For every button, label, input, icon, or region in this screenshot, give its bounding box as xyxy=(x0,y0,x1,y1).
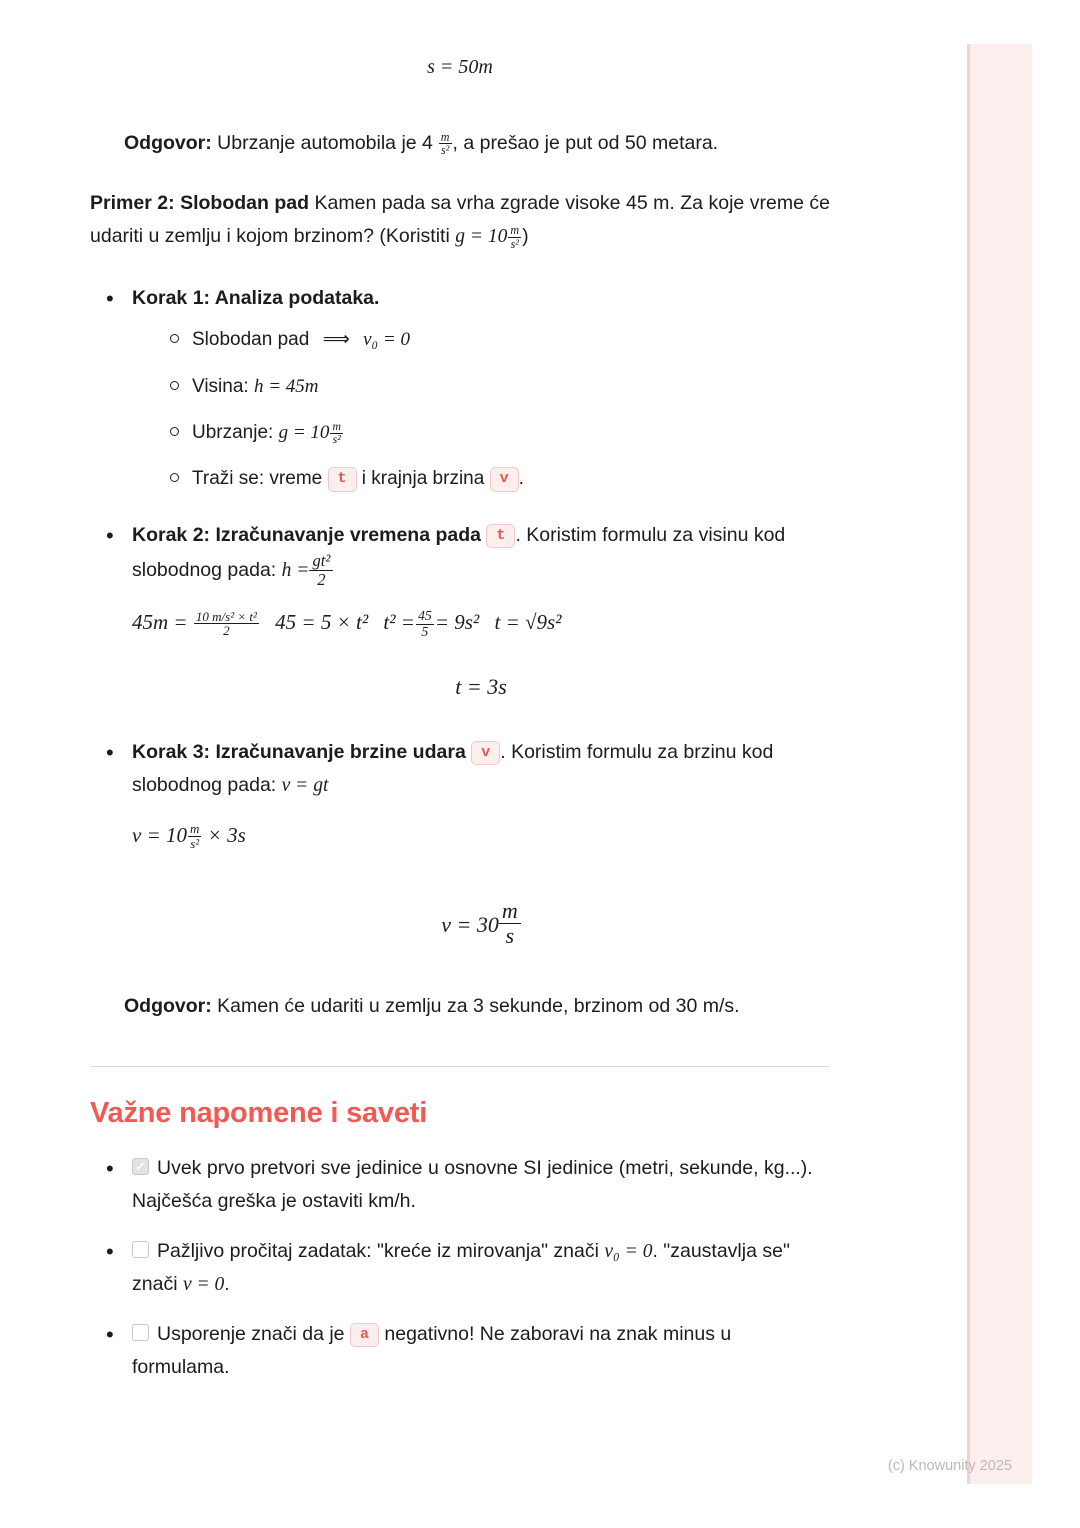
note-item-2-math-a: v₀ = 0 xyxy=(604,1240,653,1262)
step-1-sublist xyxy=(132,325,830,495)
step-3-calc-lhs: v = 10 xyxy=(132,822,187,847)
answer-1-text-before: Ubrzanje automobila je 4 xyxy=(217,132,433,154)
page-margin-bar xyxy=(970,44,1032,1484)
step-1-item-unknowns xyxy=(162,464,830,494)
answer-1-label: Odgovor: xyxy=(124,132,212,154)
note-item-3-text-a: Usporenje znači da je xyxy=(157,1322,345,1345)
step-1-item-freefall-math: v₀ = 0 xyxy=(363,329,410,351)
note-item-2 xyxy=(98,1235,830,1302)
derivation-part3-tail: = 9s² xyxy=(434,609,480,634)
step-2-derivation xyxy=(132,604,830,640)
answer-2-text: Kamen će udariti u zemlju za 3 sekunde, brzinom od 30 m/s. xyxy=(217,995,740,1018)
answer-2 xyxy=(90,990,830,1024)
step-1-item-accel xyxy=(162,418,830,448)
checkbox-checked[interactable] xyxy=(132,1158,149,1175)
example-2-close: ) xyxy=(522,225,529,248)
steps-list xyxy=(90,282,830,949)
derivation-part2: 45 = 5 × t² xyxy=(275,609,369,634)
equation-displacement: s = 50m xyxy=(427,56,493,78)
note-item-3 xyxy=(98,1318,830,1385)
step-1-item-accel-math: g = 10 xyxy=(278,421,330,443)
chip-a[interactable]: a xyxy=(350,1323,379,1348)
step-3 xyxy=(98,736,830,949)
step-1-item-height-math: h = 45m xyxy=(253,375,319,397)
step-2-formula-h: h = xyxy=(281,560,310,582)
step-1-item-freefall-text: Slobodan pad xyxy=(192,329,310,351)
note-item-2-text-b: . "zaustavlja se" znači xyxy=(132,1239,790,1296)
step-2-text: . Koristim formulu za visinu kod slobodnog pada: xyxy=(132,523,786,582)
note-item-3-text-b: negativno! Ne zaboravi na znak minus u formulama. xyxy=(132,1322,732,1379)
step-3-calc-unit: $\frac{m}{\text{s²}}$ xyxy=(190,820,200,851)
chip-t-1[interactable]: t xyxy=(328,467,357,492)
step-3-result-unit: $\frac{m}{s}$ xyxy=(499,899,521,948)
step-1-item-height xyxy=(162,372,830,402)
example-2-label: Primer 2: Slobodan pad xyxy=(90,191,310,214)
derivation-part3: t² = xyxy=(383,609,415,634)
derivation-part4: t = √9s² xyxy=(494,609,562,634)
note-item-2-text-c: . xyxy=(224,1273,230,1296)
example-2-paragraph xyxy=(90,187,830,254)
document-content xyxy=(90,0,830,1401)
chip-t-2[interactable]: t xyxy=(486,524,515,549)
answer-1 xyxy=(90,127,830,161)
notes-section-title: Važne napomene i saveti xyxy=(90,1096,428,1129)
step-3-result-lhs: v = 30 xyxy=(441,911,499,937)
step-1 xyxy=(98,282,830,495)
step-3-text: . Koristim formulu za brzinu kod slobodnog pada: xyxy=(132,740,774,797)
answer-1-text-after: , a prešao je put od 50 metara. xyxy=(452,132,719,154)
step-1-unknowns-text: Traži se: vreme xyxy=(192,468,323,490)
copyright-footer: (c) Knowunity 2025 xyxy=(887,1458,1012,1474)
note-item-1 xyxy=(98,1152,830,1219)
example-2-g-value: g = 10 xyxy=(455,226,508,248)
checkbox-unchecked-1[interactable] xyxy=(132,1241,149,1258)
step-2-formula-fraction: $\frac{\text{gt²}}{2}$ xyxy=(309,552,333,589)
step-1-title: Korak 1: Analiza podataka. xyxy=(132,286,380,309)
step-3-formula-v: v = gt xyxy=(281,775,329,797)
note-item-1-text: Uvek prvo pretvori sve jedinice u osnovne SI jedinice (metri, sekunde, kg...). Najčešća greška je ostaviti km/h. xyxy=(132,1156,813,1213)
step-1-unknowns-end: . xyxy=(518,468,524,490)
derivation-fraction-2: $\frac{45}{5}$ xyxy=(417,608,432,639)
answer-2-label: Odgovor: xyxy=(124,995,212,1018)
step-1-item-accel-text: Ubrzanje: xyxy=(192,421,274,443)
step-2-title: Korak 2: Izračunavanje vremena pada xyxy=(132,523,481,546)
section-divider xyxy=(90,1066,830,1067)
step-3-title: Korak 3: Izračunavanje brzine udara xyxy=(132,740,466,763)
step-2-result: t = 3s xyxy=(455,673,507,699)
derivation-lhs: 45m = xyxy=(132,609,188,634)
step-3-calc-tail: × 3s xyxy=(207,822,246,847)
step-3-calculation xyxy=(132,817,830,853)
step-3-result xyxy=(132,899,830,948)
derivation-fraction: $\frac{\text{10 m/s² × t²}}{2}$ xyxy=(195,608,257,639)
step-1-item-freefall xyxy=(162,325,830,355)
chip-v-1[interactable]: v xyxy=(490,467,519,492)
step-2 xyxy=(98,519,830,706)
example-2-g-unit: $\frac{m}{\text{s²}}$ xyxy=(510,222,520,251)
answer-1-unit-fraction: $\frac{m}{\text{s²}}$ xyxy=(440,129,450,158)
implies-icon: ⟹ xyxy=(322,329,350,351)
page-margin-rule xyxy=(967,44,970,1484)
example-2-text: Kamen pada sa vrha zgrade visoke 45 m. Za koje vreme će udariti u zemlju i kojom brzinom? (Koristiti xyxy=(90,191,830,248)
chip-v-2[interactable]: v xyxy=(471,741,500,766)
step-1-item-height-text: Visina: xyxy=(192,375,249,397)
checkbox-unchecked-2[interactable] xyxy=(132,1324,149,1341)
step-1-unknowns-mid: i krajnja brzina xyxy=(361,468,485,490)
note-item-2-text-a: Pažljivo pročitaj zadatak: "kreće iz mirovanja" znači xyxy=(157,1239,599,1262)
notes-list xyxy=(90,1152,830,1385)
note-item-2-math-b: v = 0 xyxy=(182,1274,225,1296)
step-1-accel-unit: $\frac{m}{\text{s²}}$ xyxy=(332,419,341,447)
